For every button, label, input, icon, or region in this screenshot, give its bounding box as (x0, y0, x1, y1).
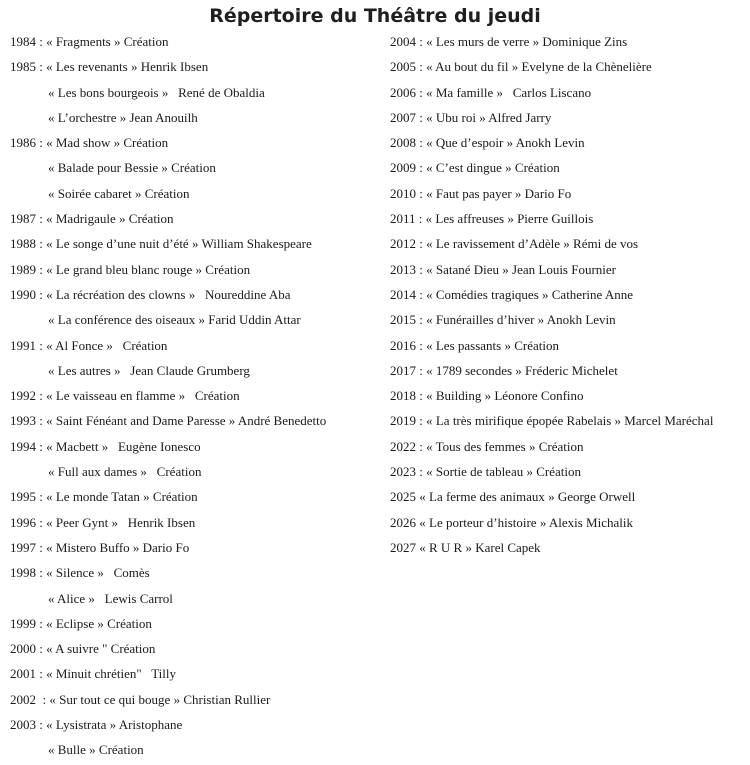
page-title: Répertoire du Théâtre du jeudi (209, 5, 541, 27)
repertoire-entry (390, 206, 748, 231)
repertoire-entry-text: 1985 : « Les revenants » Henrik Ibsen (10, 59, 209, 75)
repertoire-entry (390, 484, 748, 509)
repertoire-column-right (390, 29, 748, 560)
repertoire-entry (10, 29, 382, 54)
repertoire-entry-text: 1986 : « Mad show » Création (10, 135, 169, 151)
repertoire-entry (390, 181, 748, 206)
repertoire-entry-text: 2026 « Le porteur d’histoire » Alexis Michalik (390, 514, 633, 530)
repertoire-entry (10, 206, 382, 231)
repertoire-entry (10, 434, 382, 459)
repertoire-entry (390, 408, 748, 433)
repertoire-entry (10, 383, 382, 408)
repertoire-entry-text: 2011 : « Les affreuses » Pierre Guillois (390, 211, 594, 227)
repertoire-entry (10, 560, 382, 585)
repertoire-entry (390, 105, 748, 130)
repertoire-entry (10, 155, 382, 180)
repertoire-entry (10, 459, 382, 484)
repertoire-entry (10, 358, 382, 383)
repertoire-entry (10, 181, 382, 206)
repertoire-entry-text: « Les autres » Jean Claude Grumberg (48, 362, 250, 378)
repertoire-entry-text: 2012 : « Le ravissement d’Adèle » Rémi de vos (390, 236, 639, 252)
repertoire-entry (10, 586, 382, 611)
repertoire-entry-text: 2015 : « Funérailles d’hiver » Anokh Levin (390, 312, 616, 328)
repertoire-entry-text: 1995 : « Le monde Tatan » Création (10, 489, 198, 505)
repertoire-entry (390, 358, 748, 383)
repertoire-entry (390, 459, 748, 484)
repertoire-entry (390, 130, 748, 155)
repertoire-entry-text: 2005 : « Au bout du fil » Evelyne de la Chènelière (390, 59, 652, 75)
repertoire-entry (10, 307, 382, 332)
repertoire-entry-text: « L’orchestre » Jean Anouilh (48, 109, 198, 125)
repertoire-entry-text: 2013 : « Satané Dieu » Jean Louis Fournier (390, 261, 617, 277)
repertoire-entry-text: 1998 : « Silence » Comès (10, 565, 150, 581)
repertoire-entry (10, 661, 382, 686)
repertoire-entry-text: 2023 : « Sortie de tableau » Création (390, 464, 581, 480)
repertoire-entry-text: « Bulle » Création (48, 742, 144, 758)
repertoire-entry-text: 2000 : « A suivre " Création (10, 641, 156, 657)
repertoire-entry (10, 105, 382, 130)
repertoire-entry-text: « Balade pour Bessie » Création (48, 160, 216, 176)
repertoire-entry-text: 2022 : « Tous des femmes » Création (390, 438, 584, 454)
repertoire-entry-text: 1990 : « La récréation des clowns » Noureddine Aba (10, 286, 291, 302)
repertoire-entry-text: « La conférence des oiseaux » Farid Uddin Attar (48, 312, 301, 328)
repertoire-entry-text: 2010 : « Faut pas payer » Dario Fo (390, 185, 572, 201)
repertoire-entry-text: « Les bons bourgeois » René de Obaldia (48, 84, 265, 100)
repertoire-entry (390, 54, 748, 79)
repertoire-entry-text: 1993 : « Saint Fénéant and Dame Paresse » André Benedetto (10, 413, 327, 429)
repertoire-entry (10, 737, 382, 762)
repertoire-entry (10, 130, 382, 155)
repertoire-entry (390, 307, 748, 332)
repertoire-entry (10, 535, 382, 560)
repertoire-entry-text: 2008 : « Que d’espoir » Anokh Levin (390, 135, 585, 151)
repertoire-entry-text: 1988 : « Le songe d’une nuit d’été » William Shakespeare (10, 236, 312, 252)
repertoire-entry-text: 1984 : « Fragments » Création (10, 34, 169, 49)
repertoire-entry (10, 712, 382, 737)
repertoire-entry (10, 636, 382, 661)
repertoire-entry-text: 2006 : « Ma famille » Carlos Liscano (390, 84, 592, 100)
repertoire-entry-text: 2027 « R U R » Karel Capek (390, 539, 541, 555)
repertoire-entry-text: 2001 : « Minuit chrétien" Tilly (10, 666, 177, 682)
repertoire-entry (390, 383, 748, 408)
repertoire-entry (390, 333, 748, 358)
repertoire-entry-text: 1989 : « Le grand bleu blanc rouge » Création (10, 261, 251, 277)
repertoire-entry (390, 282, 748, 307)
repertoire-entry (10, 408, 382, 433)
repertoire-entry (390, 231, 748, 256)
repertoire-entry-text: « Soirée cabaret » Création (48, 185, 190, 201)
repertoire-entry-text: 2019 : « La très mirifique épopée Rabelais » Marcel Maréchal (390, 413, 714, 429)
repertoire-entry-text: « Full aux dames » Création (48, 464, 202, 480)
repertoire-entry-text: 2014 : « Comédies tragiques » Catherine Anne (390, 286, 633, 302)
repertoire-entry (390, 80, 748, 105)
repertoire-entry (10, 611, 382, 636)
repertoire-entry-text: 2007 : « Ubu roi » Alfred Jarry (390, 109, 552, 125)
repertoire-entry (390, 29, 748, 54)
repertoire-entry-text: 1987 : « Madrigaule » Création (10, 211, 174, 227)
repertoire-entry-text: 1997 : « Mistero Buffo » Dario Fo (10, 539, 190, 555)
repertoire-entry (10, 231, 382, 256)
repertoire-entry (10, 80, 382, 105)
repertoire-entry (10, 687, 382, 712)
repertoire-entry (10, 484, 382, 509)
repertoire-entry-text: 2018 : « Building » Léonore Confino (390, 388, 584, 404)
repertoire-entry-text: 2017 : « 1789 secondes » Fréderic Michelet (390, 362, 618, 378)
repertoire-entry-text: 1999 : « Eclipse » Création (10, 615, 152, 631)
repertoire-entry-text: 2002 : « Sur tout ce qui bouge » Christian Rullier (10, 691, 271, 707)
repertoire-entry-text: 1994 : « Macbett » Eugène Ionesco (10, 438, 201, 454)
repertoire-entry-text: 2004 : « Les murs de verre » Dominique Zins (390, 34, 628, 49)
repertoire-entry-text: 1992 : « Le vaisseau en flamme » Création (10, 388, 240, 404)
repertoire-column-left (10, 29, 382, 763)
repertoire-entry (10, 54, 382, 79)
repertoire-entry (10, 510, 382, 535)
repertoire-entry (10, 257, 382, 282)
repertoire-entry-text: « Alice » Lewis Carrol (48, 590, 173, 606)
repertoire-entry-text: 1996 : « Peer Gynt » Henrik Ibsen (10, 514, 196, 530)
repertoire-entry-text: 2025 « La ferme des animaux » George Orwell (390, 489, 636, 505)
repertoire-entry (390, 535, 748, 560)
repertoire-entry (390, 257, 748, 282)
repertoire-entry-text: 1991 : « Al Fonce » Création (10, 337, 168, 353)
repertoire-entry (10, 333, 382, 358)
repertoire-entry (390, 434, 748, 459)
repertoire-entry-text: 2003 : « Lysistrata » Aristophane (10, 717, 183, 733)
repertoire-entry (390, 155, 748, 180)
repertoire-entry-text: 2009 : « C’est dingue » Création (390, 160, 560, 176)
repertoire-entry (10, 282, 382, 307)
repertoire-entry (390, 510, 748, 535)
repertoire-entry-text: 2016 : « Les passants » Création (390, 337, 559, 353)
